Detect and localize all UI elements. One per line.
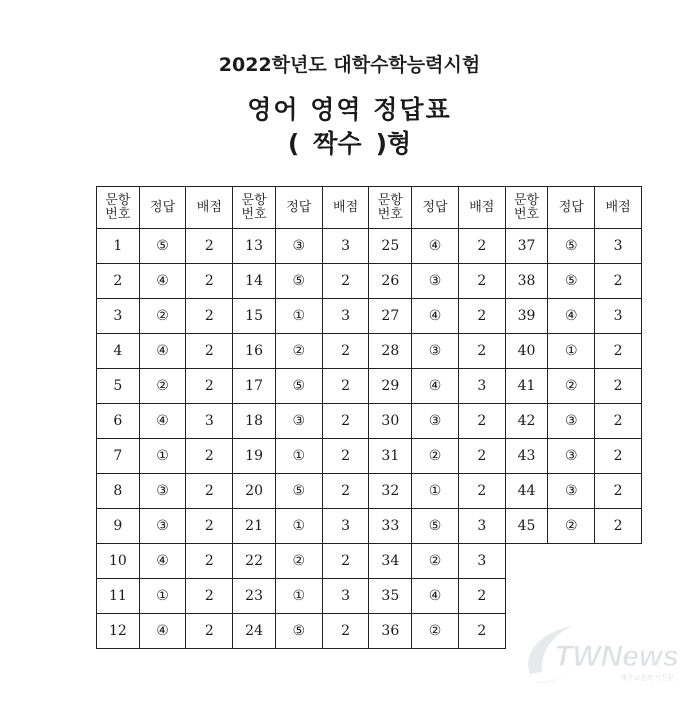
points-cell: 2 [458, 404, 505, 439]
answer-cell: ② [139, 369, 186, 404]
question-number-cell: 31 [369, 439, 412, 474]
table-row [97, 334, 642, 369]
question-number-cell: 40 [505, 334, 548, 369]
points-cell: 3 [186, 404, 233, 439]
points-cell: 3 [322, 509, 369, 544]
points-cell: 2 [322, 474, 369, 509]
points-cell: 2 [458, 579, 505, 614]
header-question-number: 문항 번호 [369, 187, 412, 229]
points-cell: 2 [186, 264, 233, 299]
table-row [97, 579, 642, 614]
question-number-cell: 16 [233, 334, 276, 369]
answer-cell: ③ [275, 229, 322, 264]
answer-cell: ③ [412, 334, 459, 369]
question-number-cell: 12 [97, 614, 140, 649]
question-number-cell: 41 [505, 369, 548, 404]
empty-cell [505, 544, 548, 579]
type-close: )형 [375, 129, 412, 158]
answer-cell: ⑤ [275, 369, 322, 404]
answer-cell: ② [548, 509, 595, 544]
answer-cell: ② [548, 369, 595, 404]
page-subtitle: 영어 영역 정답표 [247, 95, 452, 124]
table-row [97, 474, 642, 509]
table-row [97, 544, 642, 579]
points-cell: 2 [458, 439, 505, 474]
empty-cell [548, 614, 595, 649]
answer-cell: ④ [412, 369, 459, 404]
answer-cell: ④ [139, 334, 186, 369]
question-number-cell: 20 [233, 474, 276, 509]
answer-cell: ② [275, 334, 322, 369]
empty-cell [595, 614, 642, 649]
question-number-cell: 5 [97, 369, 140, 404]
answer-cell: ③ [412, 264, 459, 299]
question-number-cell: 37 [505, 229, 548, 264]
question-number-cell: 7 [97, 439, 140, 474]
points-cell: 2 [595, 264, 642, 299]
answer-cell: ⑤ [275, 264, 322, 299]
header-points: 배점 [322, 187, 369, 229]
question-number-cell: 25 [369, 229, 412, 264]
question-number-cell: 17 [233, 369, 276, 404]
answer-cell: ④ [139, 544, 186, 579]
question-number-cell: 27 [369, 299, 412, 334]
question-number-cell: 35 [369, 579, 412, 614]
answer-cell: ② [412, 614, 459, 649]
question-number-cell: 15 [233, 299, 276, 334]
table-row [97, 369, 642, 404]
answer-cell: ④ [139, 404, 186, 439]
answer-cell: ⑤ [548, 264, 595, 299]
points-cell: 2 [595, 369, 642, 404]
empty-cell [505, 614, 548, 649]
empty-cell [548, 544, 595, 579]
question-number-cell: 38 [505, 264, 548, 299]
points-cell: 2 [595, 404, 642, 439]
answer-cell: ④ [139, 264, 186, 299]
answer-cell: ② [412, 544, 459, 579]
table-row [97, 264, 642, 299]
answer-cell: ② [412, 439, 459, 474]
question-number-cell: 14 [233, 264, 276, 299]
points-cell: 2 [322, 404, 369, 439]
points-cell: 2 [186, 579, 233, 614]
answer-cell: ① [275, 439, 322, 474]
question-number-cell: 30 [369, 404, 412, 439]
question-number-cell: 44 [505, 474, 548, 509]
answer-cell: ⑤ [275, 474, 322, 509]
question-number-cell: 6 [97, 404, 140, 439]
points-cell: 2 [322, 264, 369, 299]
points-cell: 2 [186, 474, 233, 509]
header-points: 배점 [458, 187, 505, 229]
points-cell: 3 [322, 579, 369, 614]
empty-cell [505, 579, 548, 614]
answer-cell: ① [412, 474, 459, 509]
points-cell: 2 [458, 334, 505, 369]
points-cell: 3 [595, 299, 642, 334]
question-number-cell: 4 [97, 334, 140, 369]
type-open: ( [287, 129, 300, 158]
question-number-cell: 19 [233, 439, 276, 474]
question-number-cell: 18 [233, 404, 276, 439]
points-cell: 2 [458, 264, 505, 299]
answer-cell: ④ [412, 299, 459, 334]
answer-cell: ② [275, 544, 322, 579]
question-number-cell: 2 [97, 264, 140, 299]
answer-cell: ① [275, 509, 322, 544]
points-cell: 2 [322, 614, 369, 649]
question-number-cell: 28 [369, 334, 412, 369]
question-number-cell: 29 [369, 369, 412, 404]
points-cell: 2 [186, 334, 233, 369]
points-cell: 2 [322, 334, 369, 369]
answer-cell: ④ [548, 299, 595, 334]
header-answer: 정답 [548, 187, 595, 229]
points-cell: 3 [458, 369, 505, 404]
points-cell: 2 [186, 299, 233, 334]
answer-cell: ⑤ [139, 229, 186, 264]
answer-cell: ④ [412, 579, 459, 614]
points-cell: 2 [322, 544, 369, 579]
question-number-cell: 36 [369, 614, 412, 649]
question-number-cell: 42 [505, 404, 548, 439]
watermark-tagline-text: 제주교통복지신문 [620, 674, 675, 682]
points-cell: 2 [458, 474, 505, 509]
points-cell: 3 [458, 509, 505, 544]
question-number-cell: 13 [233, 229, 276, 264]
points-cell: 2 [186, 369, 233, 404]
answer-cell: ④ [412, 229, 459, 264]
answer-cell: ③ [548, 404, 595, 439]
answer-cell: ④ [139, 614, 186, 649]
answer-cell: ① [275, 299, 322, 334]
points-cell: 2 [458, 299, 505, 334]
points-cell: 3 [595, 229, 642, 264]
question-number-cell: 39 [505, 299, 548, 334]
empty-cell [548, 579, 595, 614]
points-cell: 2 [186, 439, 233, 474]
points-cell: 2 [595, 334, 642, 369]
header-answer: 정답 [275, 187, 322, 229]
points-cell: 2 [595, 474, 642, 509]
answer-cell: ⑤ [412, 509, 459, 544]
answer-cell: ① [548, 334, 595, 369]
points-cell: 2 [458, 229, 505, 264]
question-number-cell: 33 [369, 509, 412, 544]
table-row [97, 229, 642, 264]
points-cell: 2 [595, 509, 642, 544]
question-number-cell: 10 [97, 544, 140, 579]
points-cell: 2 [322, 439, 369, 474]
header-question-number: 문항 번호 [97, 187, 140, 229]
question-number-cell: 34 [369, 544, 412, 579]
points-cell: 2 [186, 544, 233, 579]
empty-cell [595, 579, 642, 614]
watermark-brand-text: TWNews [554, 640, 680, 673]
question-number-cell: 45 [505, 509, 548, 544]
answer-cell: ① [139, 439, 186, 474]
question-number-cell: 43 [505, 439, 548, 474]
points-cell: 3 [322, 299, 369, 334]
answer-table [96, 186, 642, 649]
answer-cell: ③ [548, 474, 595, 509]
question-number-cell: 24 [233, 614, 276, 649]
answer-cell: ③ [139, 474, 186, 509]
header-points: 배점 [186, 187, 233, 229]
points-cell: 3 [322, 229, 369, 264]
question-number-cell: 11 [97, 579, 140, 614]
answer-cell: ③ [275, 404, 322, 439]
answer-cell: ⑤ [548, 229, 595, 264]
answer-cell: ① [139, 579, 186, 614]
table-header-row [97, 187, 642, 229]
answer-cell: ③ [548, 439, 595, 474]
table-row [97, 404, 642, 439]
question-number-cell: 32 [369, 474, 412, 509]
points-cell: 2 [595, 439, 642, 474]
points-cell: 2 [458, 614, 505, 649]
header-question-number: 문항 번호 [233, 187, 276, 229]
question-number-cell: 1 [97, 229, 140, 264]
points-cell: 2 [186, 229, 233, 264]
header-question-number: 문항 번호 [505, 187, 548, 229]
question-number-cell: 26 [369, 264, 412, 299]
question-number-cell: 21 [233, 509, 276, 544]
header-answer: 정답 [139, 187, 186, 229]
header-answer: 정답 [412, 187, 459, 229]
question-number-cell: 23 [233, 579, 276, 614]
table-row [97, 299, 642, 334]
question-number-cell: 22 [233, 544, 276, 579]
empty-cell [595, 544, 642, 579]
points-cell: 2 [322, 369, 369, 404]
header-points: 배점 [595, 187, 642, 229]
answer-cell: ③ [412, 404, 459, 439]
table-row [97, 439, 642, 474]
points-cell: 3 [458, 544, 505, 579]
exam-type-line [0, 124, 699, 160]
answer-cell: ② [139, 299, 186, 334]
answer-cell: ① [275, 579, 322, 614]
type-value: 짝수 [313, 129, 362, 158]
table-row [97, 614, 642, 649]
question-number-cell: 8 [97, 474, 140, 509]
answer-cell: ⑤ [275, 614, 322, 649]
points-cell: 2 [186, 509, 233, 544]
question-number-cell: 3 [97, 299, 140, 334]
points-cell: 2 [186, 614, 233, 649]
page-title: 2022학년도 대학수학능력시험 [218, 54, 481, 76]
answer-cell: ③ [139, 509, 186, 544]
question-number-cell: 9 [97, 509, 140, 544]
table-row [97, 509, 642, 544]
